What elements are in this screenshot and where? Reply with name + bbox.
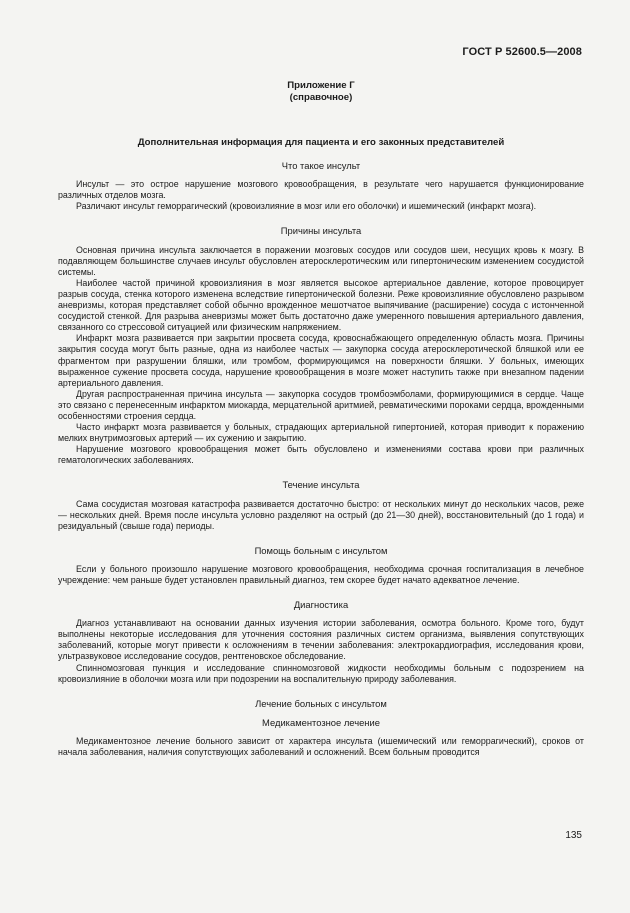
appendix-title: Приложение Г	[287, 80, 355, 91]
paragraph: Другая распространенная причина инсульта — закупорка сосудов тромбоэмболами, формирующимися в сердце. Чаще это связано с перенесенным инфарктом миокарда, мерцательной аритмией, ревматическими пороками сердца, врожденными особенностями строения сердца.	[58, 388, 584, 421]
section-heading-what-is-stroke: Что такое инсульт	[281, 160, 361, 172]
paragraph: Основная причина инсульта заключается в поражении мозговых сосудов или сосудов шеи, несущих кровь к мозгу. В подавляющем большинстве случаев инсульт обусловлен атеросклеротическим или гипертоническим изменением сосудистой системы.	[58, 244, 584, 277]
page-content	[58, 80, 584, 758]
paragraph: Наиболее частой причиной кровоизлияния в мозг является высокое артериальное давление, которое провоцирует разрыв сосуда, стенка которого изменена вследствие гипертонической болезни. Реже кровоизлияние обусловлено разрывом аневризмы, которая представляет собой обычно врожденное мешотчатое выпячивание (расширение) сосуда с истонченной сосудистой стенкой. Для разрыва аневризмы может быть достаточно даже умеренного повышения артериального давления, связанного со стрессовой ситуацией или физическим напряжением.	[58, 277, 584, 333]
main-title: Дополнительная информация для пациента и его законных представителей	[137, 137, 505, 148]
page-number: 135	[565, 830, 582, 841]
paragraph: Диагноз устанавливают на основании данных изучения истории заболевания, осмотра больного. Кроме того, будут выполнены некоторые исследования для уточнения состояния различных систем организма, выявления сопутствующих заболеваний, которые могут привести к осложнениям в течении заболевания: электрокардиография, исследования крови, ультразвуковое исследование сосудов, рентгеновское обследование.	[58, 618, 584, 662]
subsection-heading-medication: Медикаментозное лечение	[262, 716, 380, 728]
paragraph: Инфаркт мозга развивается при закрытии просвета сосуда, кровоснабжающего определенную область мозга. Причины закрытия сосуда могут быть разные, одна из наиболее частых — закупорка сосуда атеросклеротической бляшкой или ее фрагментом при разрушении бляшки, или тромбом, формирующимся на поверхности бляшки. У больных, имеющих выраженное сужение просвета сосуда, нарушение кровообращения в мозге может наступить также при внезапном падении артериального давления.	[58, 333, 584, 388]
paragraph: Нарушение мозгового кровообращения может быть обусловлено и изменениями состава крови при различных гематологических заболеваниях.	[58, 444, 584, 466]
paragraph: Сама сосудистая мозговая катастрофа развивается достаточно быстро: от нескольких минут до нескольких часов, реже — нескольких дней. Время после инсульта условно разделяют на острый (до 21—30 дней), восстановительный (до 1 года) и резидуальный (свыше года) периоды.	[58, 498, 584, 531]
section-heading-diagnostics: Диагностика	[293, 599, 349, 611]
paragraph: Медикаментозное лечение больного зависит от характера инсульта (ишемический или геморрагический), сроков от начала заболевания, наличия сопутствующих заболеваний и осложнений. Всем больным проводится	[58, 735, 584, 758]
section-heading-course: Течение инсульта	[282, 479, 360, 491]
section-heading-help: Помощь больным с инсультом	[254, 544, 388, 556]
paragraph: Часто инфаркт мозга развивается у больных, страдающих артериальной гипертонией, которая приводит к поражению мелких внутримозговых артерий — их сужению и закрытию.	[58, 422, 584, 444]
section-heading-treatment: Лечение больных с инсультом	[255, 697, 387, 709]
document-code: ГОСТ Р 52600.5—2008	[462, 46, 582, 58]
paragraph: Спинномозговая пункция и исследование спинномозговой жидкости необходимы больным с подозрением на кровоизлияние в оболочки мозга или при подозрении на воспалительную природу заболевания.	[58, 662, 584, 684]
paragraph: Различают инсульт геморрагический (кровоизлияние в мозг или его оболочки) и ишемический (инфаркт мозга).	[76, 201, 537, 212]
paragraph: Инсульт — это острое нарушение мозгового кровообращения, в результате чего нарушается функционирование различных отделов мозга.	[58, 179, 584, 201]
appendix-subtitle: (справочное)	[289, 91, 353, 103]
paragraph: Если у больного произошло нарушение мозгового кровообращения, необходима срочная госпитализация в лечебное учреждение: чем раньше будет установлен правильный диагноз, тем скорее будет начато адекватное лечение.	[58, 563, 584, 585]
section-heading-causes: Причины инсульта	[280, 225, 362, 237]
